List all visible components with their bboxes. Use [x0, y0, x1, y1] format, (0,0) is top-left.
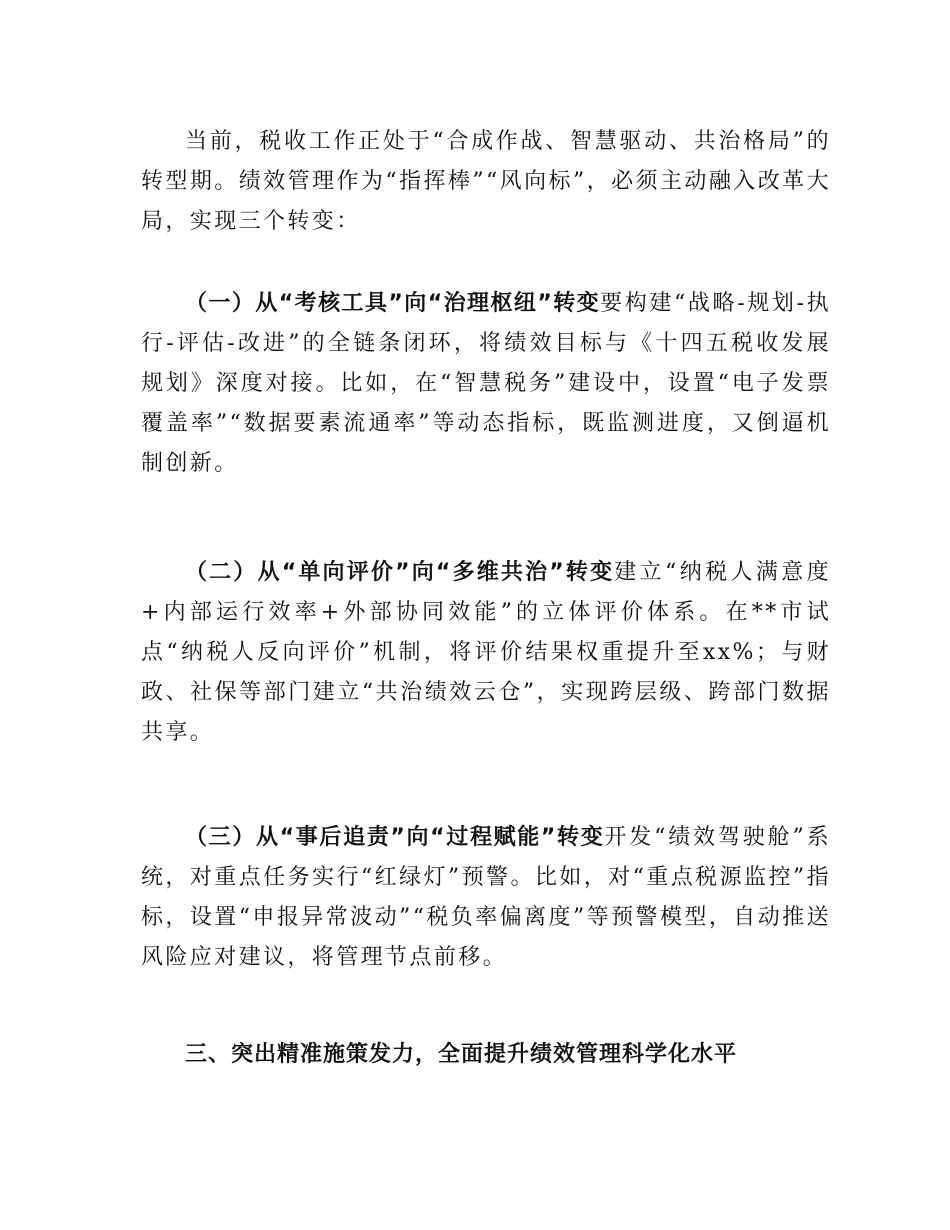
section-1-paragraph: [141, 284, 831, 484]
section-2-paragraph: [141, 553, 831, 753]
section-2-lead: （二）从“单向评价”向“多维共治”转变: [185, 560, 615, 585]
section-1-lead: （一）从“考核工具”向“治理枢纽”转变: [185, 291, 601, 316]
section-3-lead: （三）从“事后追责”向“过程赋能”转变: [185, 825, 605, 850]
section-3-body: 开发“绩效驾驶舱”系统，对重点任务实行“红绿灯”预警。比如，对“重点税源监控”指标，设置“申报异常波动”“税负率偏离度”等预警模型，自动推送风险应对建议，将管理节点前移。: [141, 825, 832, 970]
section-1-body: 要构建“战略-规划-执行-评估-改进”的全链条闭环，将绩效目标与《十四五税收发展规划》深度对接。比如，在“智慧税务”建设中，设置“电子发票覆盖率”“数据要素流通率”等动态指标，既监测进度，又倒逼机制创新。: [141, 291, 831, 476]
section-3-paragraph: [141, 818, 831, 978]
section-heading-3: 三、突出精准施策发力，全面提升绩效管理科学化水平: [185, 1042, 738, 1067]
section-2-body: 建立“纳税人满意度+内部运行效率+外部协同效能”的立体评价体系。在**市试点“纳税人反向评价”机制，将评价结果权重提升至xx%；与财政、社保等部门建立“共治绩效云仓”，实现跨层级、跨部门数据共享。: [141, 560, 831, 745]
intro-paragraph: 当前，税收工作正处于“合成作战、智慧驱动、共治格局”的转型期。绩效管理作为“指挥棒”“风向标”，必须主动融入改革大局，实现三个转变：: [141, 129, 831, 234]
